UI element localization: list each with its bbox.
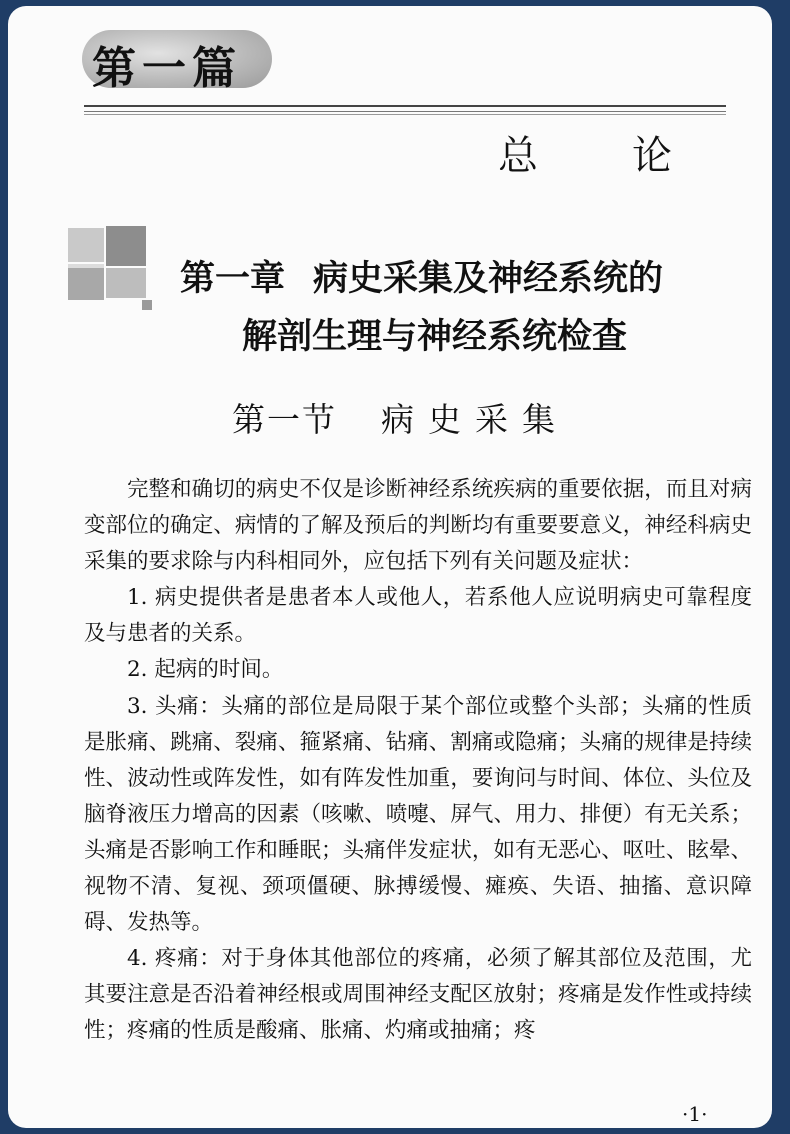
subsection-title: 病史采集 — [381, 400, 569, 439]
paragraph: 1. 病史提供者是患者本人或他人，若系他人应说明病史可靠程度及与患者的关系。 — [84, 585, 752, 647]
paragraph: 完整和确切的病史不仅是诊断神经系统疾病的重要依据，而且对病变部位的确定、病情的了解及预后的判断均有重要要意义，神经科病史采集的要求除与内科相同外，应包括下列有关问题及症状： — [84, 477, 752, 575]
page-number: ·1· — [682, 1102, 708, 1126]
paragraph: 2. 起病的时间。 — [127, 657, 284, 683]
divider-rule — [84, 105, 726, 107]
decorative-square — [68, 228, 104, 262]
decorative-square — [142, 300, 152, 310]
paragraph: 4. 疼痛：对于身体其他部位的疼痛，必须了解其部位及范围，尤其要注意是否沿着神经根或周围神经支配区放射；疼痛是发作性或持续性；疼痛的性质是酸痛、胀痛、灼痛或抽痛；疼 — [84, 946, 752, 1044]
chapter-title-line1: 病史采集及神经系统的 — [313, 259, 664, 299]
divider-rule — [84, 114, 726, 115]
decorative-square — [106, 268, 146, 298]
paragraph: 3. 头痛：头痛的部位是局限于某个部位或整个头部；头痛的性质是胀痛、跳痛、裂痛、箍紧痛、钻痛、割痛或隐痛；头痛的规律是持续性、波动性或阵发性，如有阵发性加重，要询问与时间、体位、头位及脑脊液压力增高的因素（咳嗽、喷嚏、屏气、用力、排便）有无关系；头痛是否影响工作和睡眠；头痛伴发症状，如有无恶心、呕吐、眩晕、视物不清、复视、颈项僵硬、脉搏缓慢、瘫痪、失语、抽搐、意识障碍、发热等。 — [84, 693, 752, 936]
body-text — [84, 472, 752, 1050]
decorative-square — [106, 226, 146, 266]
subsection-label: 第一节 — [232, 400, 337, 439]
subsection-heading — [232, 394, 569, 441]
chapter-title — [180, 250, 760, 366]
chapter-label: 第一章 — [180, 259, 286, 299]
book-page — [8, 6, 772, 1128]
section-title: 总论 — [498, 133, 766, 179]
decorative-square — [68, 268, 104, 300]
part-title: 第一篇 — [92, 43, 242, 94]
chapter-title-line2: 解剖生理与神经系统检查 — [242, 317, 628, 357]
divider-rule — [84, 111, 726, 112]
